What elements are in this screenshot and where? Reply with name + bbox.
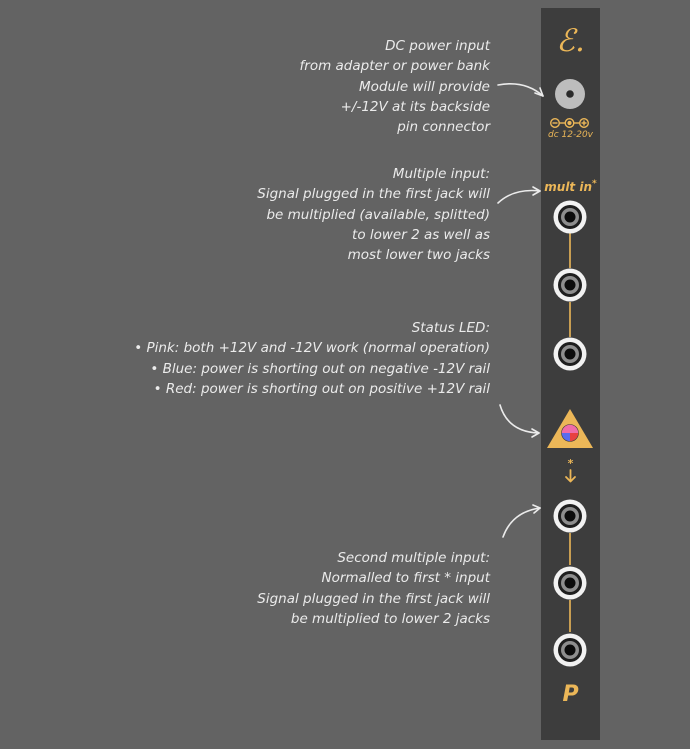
brand-logo: ℰ. xyxy=(556,23,585,59)
annotation-line: Signal plugged in the first jack will xyxy=(257,186,490,203)
annotation-line: Signal plugged in the first jack will xyxy=(257,590,490,607)
annotation-line: Module will provide xyxy=(359,78,490,95)
annotation-line: most lower two jacks xyxy=(347,247,490,264)
annotation-line: • Red: power is shorting out on positive +12V rail xyxy=(153,380,490,397)
normal-mark: * xyxy=(567,457,574,470)
arrow-multiple xyxy=(498,191,540,204)
annotation-line: +/-12V at its backside xyxy=(340,98,490,115)
mult-in-text: mult in xyxy=(544,180,592,194)
annotation-line: Normalled to first * input xyxy=(321,570,490,587)
annotation-line: be multiplied (available, splitted) xyxy=(266,206,490,223)
jack-mult1-output-2[interactable] xyxy=(554,338,587,371)
dc-power-jack[interactable] xyxy=(555,79,585,109)
jack-mult1-input[interactable] xyxy=(554,201,587,234)
jack-mult1-output-1[interactable] xyxy=(554,269,587,302)
annotation-line: be multiplied to lower 2 jacks xyxy=(290,610,490,627)
jack-mult2-output-1[interactable] xyxy=(554,567,587,600)
dc-polarity-icon xyxy=(551,119,589,128)
normal-arrow-icon xyxy=(566,470,575,482)
annotation-line: • Blue: power is shorting out on negative -12V rail xyxy=(150,360,490,377)
panel-footer-label: P xyxy=(562,682,579,707)
annotation-line: Status LED: xyxy=(411,320,490,336)
annotation-line: to lower 2 as well as xyxy=(352,226,490,243)
annotation-line: Multiple input: xyxy=(392,166,490,182)
annotation-line: pin connector xyxy=(397,119,490,136)
annotation-line: • Pink: both +12V and -12V work (normal operation) xyxy=(134,340,490,357)
status-led xyxy=(547,409,593,448)
jack-mult2-output-2[interactable] xyxy=(554,634,587,667)
dc-voltage-label: dc 12-20v xyxy=(548,130,593,140)
annotation-line: from adapter or power bank xyxy=(299,58,490,75)
annotation-line: Second multiple input: xyxy=(337,550,490,566)
mult-in-mark: * xyxy=(592,179,597,189)
annotation-line: DC power input xyxy=(385,38,490,54)
jack-mult2-input[interactable] xyxy=(554,500,587,533)
